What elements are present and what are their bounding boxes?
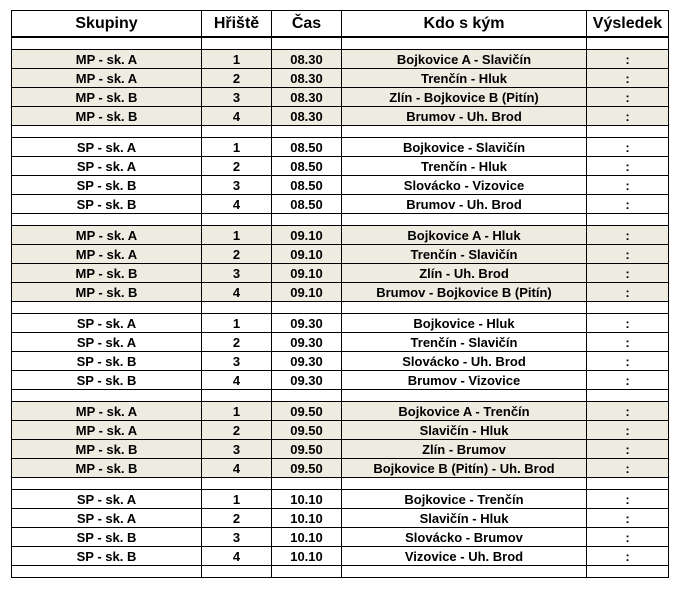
table-row [12,459,669,478]
spacer-cell [202,478,272,490]
spacer-cell [202,126,272,138]
result-cell: : [587,333,669,352]
spacer-cell [272,126,342,138]
time-cell: 08.30 [272,88,342,107]
spacer-cell [587,214,669,226]
match-cell: Bojkovice - Hluk [342,314,587,333]
field-cell: 4 [202,459,272,478]
spacer-cell [12,37,202,50]
table-row [12,509,669,528]
time-cell: 10.10 [272,547,342,566]
result-cell: : [587,245,669,264]
group-cell: MP - sk. A [12,50,202,69]
header-match: Kdo s kým [342,11,587,38]
spacer-cell [342,478,587,490]
field-cell: 3 [202,352,272,371]
field-cell: 4 [202,195,272,214]
time-cell: 09.50 [272,459,342,478]
match-cell: Zlín - Brumov [342,440,587,459]
result-cell: : [587,195,669,214]
match-cell: Slovácko - Vizovice [342,176,587,195]
result-cell: : [587,402,669,421]
group-cell: MP - sk. A [12,402,202,421]
group-cell: MP - sk. B [12,107,202,126]
field-cell: 3 [202,88,272,107]
group-cell: SP - sk. A [12,138,202,157]
result-cell: : [587,371,669,390]
table-row [12,314,669,333]
group-cell: MP - sk. A [12,245,202,264]
spacer-row [12,126,669,138]
group-cell: SP - sk. A [12,157,202,176]
group-cell: SP - sk. B [12,528,202,547]
group-cell: SP - sk. A [12,509,202,528]
result-cell: : [587,283,669,302]
table-row [12,226,669,245]
group-cell: MP - sk. B [12,440,202,459]
result-cell: : [587,226,669,245]
match-cell: Trenčín - Slavičín [342,333,587,352]
field-cell: 3 [202,528,272,547]
group-cell: SP - sk. B [12,176,202,195]
result-cell: : [587,528,669,547]
time-cell: 08.50 [272,138,342,157]
field-cell: 2 [202,333,272,352]
time-cell: 10.10 [272,490,342,509]
table-row [12,157,669,176]
match-cell: Brumov - Uh. Brod [342,107,587,126]
time-cell: 09.50 [272,421,342,440]
spacer-cell [587,390,669,402]
group-cell: SP - sk. A [12,314,202,333]
field-cell: 4 [202,547,272,566]
time-cell: 08.50 [272,157,342,176]
field-cell: 2 [202,421,272,440]
spacer-cell [342,214,587,226]
table-row [12,371,669,390]
result-cell: : [587,138,669,157]
time-cell: 09.10 [272,245,342,264]
table-row [12,547,669,566]
result-cell: : [587,421,669,440]
group-cell: SP - sk. B [12,352,202,371]
table-row [12,440,669,459]
table-row [12,88,669,107]
spacer-cell [12,126,202,138]
match-cell: Trenčín - Slavičín [342,245,587,264]
spacer-cell [202,214,272,226]
time-cell: 09.30 [272,371,342,390]
match-cell: Bojkovice B (Pitín) - Uh. Brod [342,459,587,478]
match-cell: Zlín - Bojkovice B (Pitín) [342,88,587,107]
spacer-cell [272,302,342,314]
time-cell: 10.10 [272,528,342,547]
match-cell: Trenčín - Hluk [342,69,587,88]
time-cell: 09.50 [272,440,342,459]
group-cell: MP - sk. A [12,421,202,440]
result-cell: : [587,88,669,107]
table-row [12,69,669,88]
time-cell: 09.30 [272,314,342,333]
table-body [12,37,669,578]
group-cell: SP - sk. B [12,371,202,390]
time-cell: 09.50 [272,402,342,421]
spacer-cell [342,566,587,578]
header-result: Výsledek [587,11,669,38]
table-row [12,245,669,264]
spacer-row [12,37,669,50]
match-cell: Bojkovice - Trenčín [342,490,587,509]
time-cell: 09.10 [272,264,342,283]
spacer-cell [342,390,587,402]
spacer-cell [272,214,342,226]
match-cell: Slovácko - Brumov [342,528,587,547]
field-cell: 4 [202,371,272,390]
match-cell: Bojkovice A - Slavičín [342,50,587,69]
field-cell: 1 [202,490,272,509]
group-cell: MP - sk. A [12,69,202,88]
match-cell: Bojkovice - Slavičín [342,138,587,157]
spacer-cell [342,302,587,314]
result-cell: : [587,547,669,566]
match-cell: Trenčín - Hluk [342,157,587,176]
header-group: Skupiny [12,11,202,38]
table-row [12,352,669,371]
match-cell: Brumov - Vizovice [342,371,587,390]
spacer-cell [202,302,272,314]
spacer-cell [12,566,202,578]
group-cell: MP - sk. B [12,264,202,283]
match-cell: Bojkovice A - Hluk [342,226,587,245]
field-cell: 2 [202,69,272,88]
match-cell: Brumov - Uh. Brod [342,195,587,214]
result-cell: : [587,352,669,371]
spacer-cell [12,214,202,226]
spacer-row [12,390,669,402]
table-header [12,11,669,38]
spacer-cell [272,478,342,490]
header-field: Hřiště [202,11,272,38]
spacer-cell [342,37,587,50]
match-cell: Slovácko - Uh. Brod [342,352,587,371]
result-cell: : [587,176,669,195]
result-cell: : [587,69,669,88]
result-cell: : [587,490,669,509]
time-cell: 09.10 [272,226,342,245]
table-row [12,421,669,440]
table-row [12,138,669,157]
result-cell: : [587,50,669,69]
time-cell: 09.30 [272,333,342,352]
spacer-cell [12,302,202,314]
spacer-cell [587,302,669,314]
group-cell: SP - sk. A [12,490,202,509]
group-cell: MP - sk. A [12,226,202,245]
result-cell: : [587,314,669,333]
time-cell: 08.30 [272,69,342,88]
spacer-cell [587,478,669,490]
spacer-row [12,566,669,578]
table-row [12,528,669,547]
table-row [12,333,669,352]
time-cell: 09.30 [272,352,342,371]
field-cell: 3 [202,176,272,195]
group-cell: SP - sk. B [12,195,202,214]
field-cell: 1 [202,402,272,421]
field-cell: 4 [202,107,272,126]
match-cell: Vizovice - Uh. Brod [342,547,587,566]
group-cell: SP - sk. A [12,333,202,352]
table-row [12,490,669,509]
field-cell: 2 [202,157,272,176]
result-cell: : [587,440,669,459]
table-row [12,283,669,302]
field-cell: 3 [202,440,272,459]
result-cell: : [587,157,669,176]
header-time: Čas [272,11,342,38]
spacer-cell [587,566,669,578]
table-row [12,195,669,214]
group-cell: SP - sk. B [12,547,202,566]
spacer-row [12,302,669,314]
table-row [12,264,669,283]
spacer-cell [587,126,669,138]
match-cell: Slavičín - Hluk [342,421,587,440]
spacer-cell [272,390,342,402]
table-row [12,176,669,195]
result-cell: : [587,459,669,478]
time-cell: 10.10 [272,509,342,528]
field-cell: 1 [202,138,272,157]
spacer-row [12,214,669,226]
field-cell: 1 [202,314,272,333]
spacer-cell [12,478,202,490]
spacer-cell [202,566,272,578]
field-cell: 4 [202,283,272,302]
table-row [12,50,669,69]
time-cell: 08.50 [272,195,342,214]
spacer-cell [12,390,202,402]
spacer-cell [587,37,669,50]
time-cell: 09.10 [272,283,342,302]
field-cell: 1 [202,50,272,69]
spacer-cell [342,126,587,138]
spacer-cell [272,566,342,578]
field-cell: 3 [202,264,272,283]
match-cell: Bojkovice A - Trenčín [342,402,587,421]
field-cell: 1 [202,226,272,245]
group-cell: MP - sk. B [12,283,202,302]
table-row [12,107,669,126]
match-cell: Slavičín - Hluk [342,509,587,528]
spacer-cell [202,37,272,50]
result-cell: : [587,107,669,126]
result-cell: : [587,264,669,283]
table-row [12,402,669,421]
spacer-row [12,478,669,490]
schedule-table [11,10,669,578]
field-cell: 2 [202,245,272,264]
time-cell: 08.30 [272,107,342,126]
field-cell: 2 [202,509,272,528]
match-cell: Brumov - Bojkovice B (Pitín) [342,283,587,302]
spacer-cell [272,37,342,50]
result-cell: : [587,509,669,528]
group-cell: MP - sk. B [12,88,202,107]
match-cell: Zlín - Uh. Brod [342,264,587,283]
spacer-cell [202,390,272,402]
group-cell: MP - sk. B [12,459,202,478]
time-cell: 08.30 [272,50,342,69]
time-cell: 08.50 [272,176,342,195]
